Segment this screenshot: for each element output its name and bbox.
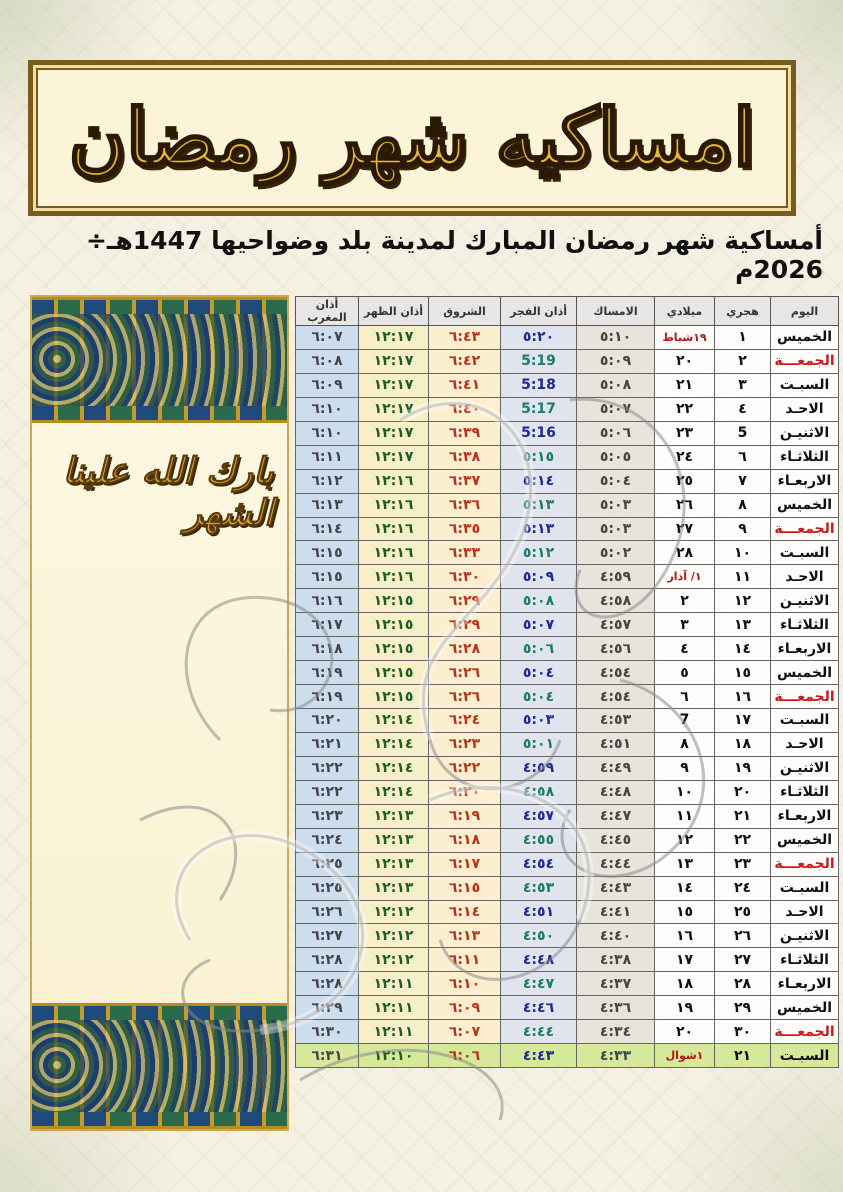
cell-dhuhr: ١٢:١٢ (359, 900, 429, 924)
cell-hijri: ١٣ (715, 613, 771, 637)
cell-miladi: ١١ (655, 804, 715, 828)
cell-fajr: ٤:٥٥ (501, 828, 577, 852)
cell-maghrib: ٦:٠٨ (296, 349, 359, 373)
cell-hijri: ٤ (715, 397, 771, 421)
cell-dhuhr: ١٢:١٦ (359, 541, 429, 565)
cell-day: الاربعـاء (771, 804, 839, 828)
table-row (296, 876, 839, 900)
cell-hijri: ٢٠ (715, 780, 771, 804)
cell-fajr: ٥:١٢ (501, 541, 577, 565)
cell-hijri: ٢٨ (715, 972, 771, 996)
cell-hijri: ٢٢ (715, 828, 771, 852)
cell-fajr: ٤:٥٨ (501, 780, 577, 804)
cell-maghrib: ٦:٣١ (296, 1044, 359, 1068)
cell-sunrise: ٦:١٠ (429, 972, 501, 996)
cell-fajr: ٥:٠٣ (501, 709, 577, 733)
cell-sunrise: ٦:٢٦ (429, 661, 501, 685)
cell-hijri: ١١ (715, 565, 771, 589)
cell-fajr: ٤:٥١ (501, 900, 577, 924)
table-row (296, 541, 839, 565)
cell-day: الاحـد (771, 565, 839, 589)
cell-fajr: 5:17 (501, 397, 577, 421)
cell-day: الجمعـــة (771, 349, 839, 373)
cell-dhuhr: ١٢:١٤ (359, 780, 429, 804)
cell-maghrib: ٦:١١ (296, 445, 359, 469)
table-row (296, 661, 839, 685)
cell-sunrise: ٦:٢٣ (429, 732, 501, 756)
cell-sunrise: ٦:٣٣ (429, 541, 501, 565)
table-row (296, 732, 839, 756)
cell-imsak: ٤:٤٥ (577, 828, 655, 852)
cell-maghrib: ٦:٢٥ (296, 852, 359, 876)
cell-hijri: ٢ (715, 349, 771, 373)
cell-imsak: ٤:٤٣ (577, 876, 655, 900)
cell-dhuhr: ١٢:١٤ (359, 732, 429, 756)
cell-hijri: ١٧ (715, 709, 771, 733)
cell-maghrib: ٦:٢٨ (296, 972, 359, 996)
cell-day: الجمعـــة (771, 1020, 839, 1044)
cell-imsak: ٤:٥١ (577, 732, 655, 756)
cell-miladi: ٤ (655, 637, 715, 661)
cell-maghrib: ٦:١٣ (296, 493, 359, 517)
cell-fajr: ٥:٠٤ (501, 661, 577, 685)
cell-maghrib: ٦:٠٩ (296, 373, 359, 397)
cell-miladi: ١٠ (655, 780, 715, 804)
table-row (296, 996, 839, 1020)
cell-hijri: ١٢ (715, 589, 771, 613)
cell-miladi: ١٢ (655, 828, 715, 852)
cell-day: السبـت (771, 541, 839, 565)
cell-imsak: ٥:١٠ (577, 326, 655, 350)
cell-sunrise: ٦:٤٠ (429, 397, 501, 421)
table-row (296, 373, 839, 397)
cell-imsak: ٥:٠٦ (577, 421, 655, 445)
cell-miladi: ١٣ (655, 852, 715, 876)
cell-imsak: ٥:٠٤ (577, 469, 655, 493)
cell-sunrise: ٦:٠٦ (429, 1044, 501, 1068)
cell-miladi: ٢٣ (655, 421, 715, 445)
side-decoration-panel (30, 295, 289, 1131)
cell-sunrise: ٦:١٣ (429, 924, 501, 948)
cell-maghrib: ٦:٢١ (296, 732, 359, 756)
cell-fajr: ٥:٠٦ (501, 637, 577, 661)
table-row (296, 685, 839, 709)
table-row (296, 349, 839, 373)
cell-sunrise: ٦:٠٩ (429, 996, 501, 1020)
cell-hijri: ٢٤ (715, 876, 771, 900)
cell-sunrise: ٦:٣٥ (429, 517, 501, 541)
cell-fajr: ٥:٠٩ (501, 565, 577, 589)
cell-maghrib: ٦:١٤ (296, 517, 359, 541)
cell-sunrise: ٦:٢٤ (429, 709, 501, 733)
cell-miladi: ٨ (655, 732, 715, 756)
cell-fajr: ٥:١٣ (501, 517, 577, 541)
cell-sunrise: ٦:٢٢ (429, 756, 501, 780)
cell-imsak: ٤:٣٤ (577, 1020, 655, 1044)
cell-hijri: ٢٩ (715, 996, 771, 1020)
cell-day: الخميس (771, 326, 839, 350)
cell-miladi: ٣ (655, 613, 715, 637)
cell-day: الاحـد (771, 732, 839, 756)
cell-imsak: ٤:٣٨ (577, 948, 655, 972)
cell-fajr: ٥:١٤ (501, 469, 577, 493)
cell-hijri: ٢٧ (715, 948, 771, 972)
cell-maghrib: ٦:٢٦ (296, 900, 359, 924)
cell-fajr: ٤:٤٨ (501, 948, 577, 972)
cell-hijri: ١٤ (715, 637, 771, 661)
cell-miladi: ٦ (655, 685, 715, 709)
table-row (296, 469, 839, 493)
cell-sunrise: ٦:٣٩ (429, 421, 501, 445)
cell-dhuhr: ١٢:١٧ (359, 421, 429, 445)
cell-hijri: ٧ (715, 469, 771, 493)
cell-miladi: ١٦ (655, 924, 715, 948)
cell-fajr: ٤:٥٩ (501, 756, 577, 780)
cell-sunrise: ٦:٢٦ (429, 685, 501, 709)
cell-miladi: ١/ آذار (655, 565, 715, 589)
cell-hijri: ٢١ (715, 804, 771, 828)
cell-maghrib: ٦:١٦ (296, 589, 359, 613)
cell-dhuhr: ١٢:١٢ (359, 948, 429, 972)
cell-day: الخميس (771, 661, 839, 685)
cell-hijri: ١٩ (715, 756, 771, 780)
cell-miladi: ١٩ (655, 996, 715, 1020)
cell-sunrise: ٦:٣٨ (429, 445, 501, 469)
table-row (296, 756, 839, 780)
cell-imsak: ٤:٥٣ (577, 709, 655, 733)
table-row (296, 613, 839, 637)
cell-dhuhr: ١٢:١٧ (359, 349, 429, 373)
cell-hijri: ١٦ (715, 685, 771, 709)
cell-day: الثلاثـاء (771, 445, 839, 469)
cell-imsak: ٤:٤٨ (577, 780, 655, 804)
cell-imsak: ٤:٤٤ (577, 852, 655, 876)
ornament-band-top (32, 297, 287, 423)
cell-maghrib: ٦:٢٠ (296, 709, 359, 733)
table-row (296, 828, 839, 852)
cell-miladi: ١٤ (655, 876, 715, 900)
cell-miladi: ٢٤ (655, 445, 715, 469)
cell-fajr: 5:16 (501, 421, 577, 445)
cell-dhuhr: ١٢:١٦ (359, 469, 429, 493)
cell-miladi: 7 (655, 709, 715, 733)
cell-day: الاحـد (771, 397, 839, 421)
cell-sunrise: ٦:٣٦ (429, 493, 501, 517)
cell-imsak: ٤:٤٠ (577, 924, 655, 948)
cell-hijri: ٩ (715, 517, 771, 541)
cell-maghrib: ٦:١٠ (296, 397, 359, 421)
cell-day: الخميس (771, 996, 839, 1020)
cell-miladi: ٢٢ (655, 397, 715, 421)
cell-dhuhr: ١٢:١٦ (359, 493, 429, 517)
cell-fajr: ٥:٠٨ (501, 589, 577, 613)
cell-maghrib: ٦:٠٧ (296, 326, 359, 350)
col-header-hijri: هجري (715, 297, 771, 326)
cell-sunrise: ٦:١١ (429, 948, 501, 972)
cell-dhuhr: ١٢:١١ (359, 996, 429, 1020)
cell-sunrise: ٦:٢٨ (429, 637, 501, 661)
cell-maghrib: ٦:١٧ (296, 613, 359, 637)
cell-maghrib: ٦:٢٢ (296, 756, 359, 780)
col-header-sunrise: الشروق (429, 297, 501, 326)
cell-dhuhr: ١٢:١١ (359, 1020, 429, 1044)
ornament-band-bottom (32, 1003, 287, 1129)
cell-hijri: ٣٠ (715, 1020, 771, 1044)
cell-hijri: ٢٥ (715, 900, 771, 924)
cell-fajr: ٤:٥٠ (501, 924, 577, 948)
cell-day: السبـت (771, 373, 839, 397)
page-title: امساكيه شهر رمضان (68, 92, 756, 184)
cell-miladi: ٢٧ (655, 517, 715, 541)
cell-miladi: ١٥ (655, 900, 715, 924)
cell-maghrib: ٦:١٢ (296, 469, 359, 493)
cell-imsak: ٥:٠٧ (577, 397, 655, 421)
cell-dhuhr: ١٢:١٧ (359, 373, 429, 397)
table-row (296, 326, 839, 350)
cell-sunrise: ٦:٤٣ (429, 326, 501, 350)
table-row (296, 565, 839, 589)
cell-hijri: ٨ (715, 493, 771, 517)
cell-maghrib: ٦:١٥ (296, 565, 359, 589)
cell-imsak: ٤:٤٩ (577, 756, 655, 780)
cell-imsak: ٤:٣٦ (577, 996, 655, 1020)
cell-imsak: ٥:٠٥ (577, 445, 655, 469)
cell-maghrib: ٦:٢٢ (296, 780, 359, 804)
cell-dhuhr: ١٢:١٦ (359, 565, 429, 589)
cell-imsak: ٤:٥٧ (577, 613, 655, 637)
table-row (296, 1044, 839, 1068)
cell-maghrib: ٦:١٩ (296, 685, 359, 709)
cell-hijri: ١ (715, 326, 771, 350)
table-row (296, 900, 839, 924)
cell-dhuhr: ١٢:١٧ (359, 397, 429, 421)
table-header-row (296, 297, 839, 326)
cell-miladi: ١شوال (655, 1044, 715, 1068)
table-row (296, 972, 839, 996)
cell-fajr: ٥:٠٤ (501, 685, 577, 709)
cell-maghrib: ٦:٢٣ (296, 804, 359, 828)
table-row (296, 397, 839, 421)
cell-hijri: ١٠ (715, 541, 771, 565)
cell-dhuhr: ١٢:١٤ (359, 756, 429, 780)
cell-imsak: ٥:٠٢ (577, 541, 655, 565)
cell-day: الاربعـاء (771, 637, 839, 661)
schedule-body (296, 326, 839, 1068)
cell-sunrise: ٦:١٥ (429, 876, 501, 900)
cell-dhuhr: ١٢:١٢ (359, 924, 429, 948)
cell-dhuhr: ١٢:١٥ (359, 685, 429, 709)
cell-dhuhr: ١٢:١١ (359, 972, 429, 996)
cell-miladi: ٥ (655, 661, 715, 685)
col-header-miladi: ميلادي (655, 297, 715, 326)
cell-dhuhr: ١٢:١٣ (359, 876, 429, 900)
cell-maghrib: ٦:٣٠ (296, 1020, 359, 1044)
cell-hijri: ١٨ (715, 732, 771, 756)
cell-fajr: ٤:٤٧ (501, 972, 577, 996)
cell-imsak: ٥:٠٩ (577, 349, 655, 373)
cell-maghrib: ٦:١٩ (296, 661, 359, 685)
cell-dhuhr: ١٢:١٧ (359, 326, 429, 350)
cell-miladi: ٢٨ (655, 541, 715, 565)
cell-day: الاربعـاء (771, 469, 839, 493)
table-row (296, 637, 839, 661)
cell-sunrise: ٦:٠٧ (429, 1020, 501, 1044)
cell-dhuhr: ١٢:١٥ (359, 637, 429, 661)
cell-imsak: ٤:٥٤ (577, 661, 655, 685)
cell-sunrise: ٦:٢٩ (429, 613, 501, 637)
cell-dhuhr: ١٢:١٣ (359, 804, 429, 828)
cell-imsak: ٥:٠٨ (577, 373, 655, 397)
cell-imsak: ٤:٥٤ (577, 685, 655, 709)
cell-miladi: ٢١ (655, 373, 715, 397)
cell-imsak: ٥:٠٣ (577, 493, 655, 517)
cell-day: الثلاثـاء (771, 948, 839, 972)
cell-sunrise: ٦:١٩ (429, 804, 501, 828)
col-header-fajr: أذان الفجر (501, 297, 577, 326)
cell-dhuhr: ١٢:١٦ (359, 517, 429, 541)
table-row (296, 780, 839, 804)
cell-maghrib: ٦:١٠ (296, 421, 359, 445)
cell-imsak: ٤:٣٣ (577, 1044, 655, 1068)
cell-sunrise: ٦:٣٠ (429, 565, 501, 589)
cell-day: الخميس (771, 828, 839, 852)
cell-dhuhr: ١٢:١٧ (359, 445, 429, 469)
cell-imsak: ٤:٤١ (577, 900, 655, 924)
schedule-table (295, 296, 839, 1068)
table-row (296, 445, 839, 469)
cell-day: الاثنيـن (771, 421, 839, 445)
cell-day: الثلاثـاء (771, 780, 839, 804)
table-row (296, 517, 839, 541)
cell-day: الاثنيـن (771, 924, 839, 948)
cell-imsak: ٤:٤٧ (577, 804, 655, 828)
cell-hijri: ١٥ (715, 661, 771, 685)
calligraphy-blessing: بارك الله علينا الشهر (62, 450, 274, 534)
cell-day: الاحـد (771, 900, 839, 924)
cell-miladi: ٢ (655, 589, 715, 613)
cell-dhuhr: ١٢:١٣ (359, 852, 429, 876)
cell-miladi: ١٧ (655, 948, 715, 972)
cell-fajr: ٤:٤٤ (501, 1020, 577, 1044)
table-row (296, 493, 839, 517)
cell-dhuhr: ١٢:١٥ (359, 589, 429, 613)
cell-day: السبـت (771, 1044, 839, 1068)
cell-dhuhr: ١٢:١٥ (359, 613, 429, 637)
cell-day: الجمعـــة (771, 685, 839, 709)
cell-hijri: ٣ (715, 373, 771, 397)
cell-miladi: ٩ (655, 756, 715, 780)
cell-maghrib: ٦:٢٥ (296, 876, 359, 900)
cell-hijri: ٢١ (715, 1044, 771, 1068)
cell-fajr: ٤:٤٦ (501, 996, 577, 1020)
page-subtitle: أمساكية شهر رمضان المبارك لمدينة بلد وضواحيها 1447هـ÷ 2026م (85, 226, 823, 284)
cell-fajr: ٥:٠٧ (501, 613, 577, 637)
cell-sunrise: ٦:١٤ (429, 900, 501, 924)
cell-dhuhr: ١٢:١٤ (359, 709, 429, 733)
cell-hijri: ٢٣ (715, 852, 771, 876)
cell-day: السبـت (771, 709, 839, 733)
col-header-imsak: الامساك (577, 297, 655, 326)
cell-hijri: ٦ (715, 445, 771, 469)
table-row (296, 804, 839, 828)
table-row (296, 421, 839, 445)
cell-miladi: ٢٠ (655, 349, 715, 373)
cell-miladi: ٢٠ (655, 1020, 715, 1044)
cell-dhuhr: ١٢:١٠ (359, 1044, 429, 1068)
cell-maghrib: ٦:٢٤ (296, 828, 359, 852)
cell-day: الجمعـــة (771, 517, 839, 541)
cell-fajr: ٤:٤٣ (501, 1044, 577, 1068)
cell-fajr: ٥:٠١ (501, 732, 577, 756)
cell-imsak: ٤:٥٨ (577, 589, 655, 613)
cell-hijri: 5 (715, 421, 771, 445)
table-row (296, 924, 839, 948)
table-row (296, 589, 839, 613)
col-header-dhuhr: أذان الظهر (359, 297, 429, 326)
cell-imsak: ٤:٥٩ (577, 565, 655, 589)
cell-day: الاربعـاء (771, 972, 839, 996)
cell-day: الجمعـــة (771, 852, 839, 876)
cell-sunrise: ٦:٣٧ (429, 469, 501, 493)
cell-fajr: ٥:٢٠ (501, 326, 577, 350)
cell-sunrise: ٦:٢٩ (429, 589, 501, 613)
cell-sunrise: ٦:١٧ (429, 852, 501, 876)
cell-day: السبـت (771, 876, 839, 900)
cell-miladi: ١٩شباط (655, 326, 715, 350)
cell-day: الاثنيـن (771, 756, 839, 780)
cell-miladi: ٢٥ (655, 469, 715, 493)
col-header-maghrib: أذان المغرب (296, 297, 359, 326)
table-row (296, 1020, 839, 1044)
cell-maghrib: ٦:٢٩ (296, 996, 359, 1020)
cell-day: الاثنيـن (771, 589, 839, 613)
cell-fajr: ٤:٥٧ (501, 804, 577, 828)
cell-miladi: ١٨ (655, 972, 715, 996)
cell-hijri: ٢٦ (715, 924, 771, 948)
cell-sunrise: ٦:١٨ (429, 828, 501, 852)
table-row (296, 709, 839, 733)
cell-sunrise: ٦:٤٢ (429, 349, 501, 373)
cell-sunrise: ٦:٤١ (429, 373, 501, 397)
cell-maghrib: ٦:٢٨ (296, 948, 359, 972)
cell-maghrib: ٦:١٥ (296, 541, 359, 565)
cell-dhuhr: ١٢:١٣ (359, 828, 429, 852)
cell-imsak: ٤:٥٦ (577, 637, 655, 661)
cell-maghrib: ٦:١٨ (296, 637, 359, 661)
cell-imsak: ٤:٣٧ (577, 972, 655, 996)
table-row (296, 948, 839, 972)
cell-miladi: ٢٦ (655, 493, 715, 517)
cell-day: الخميس (771, 493, 839, 517)
cell-imsak: ٥:٠٣ (577, 517, 655, 541)
cell-fajr: 5:19 (501, 349, 577, 373)
cell-sunrise: ٦:٢٠ (429, 780, 501, 804)
title-frame (28, 60, 796, 216)
cell-dhuhr: ١٢:١٥ (359, 661, 429, 685)
cell-fajr: 5:18 (501, 373, 577, 397)
table-row (296, 852, 839, 876)
cell-fajr: ٤:٥٤ (501, 852, 577, 876)
cell-fajr: ٤:٥٣ (501, 876, 577, 900)
cell-day: الثلاثـاء (771, 613, 839, 637)
cell-fajr: ٥:١٥ (501, 445, 577, 469)
cell-maghrib: ٦:٢٧ (296, 924, 359, 948)
col-header-day: اليوم (771, 297, 839, 326)
cell-fajr: ٥:١٣ (501, 493, 577, 517)
